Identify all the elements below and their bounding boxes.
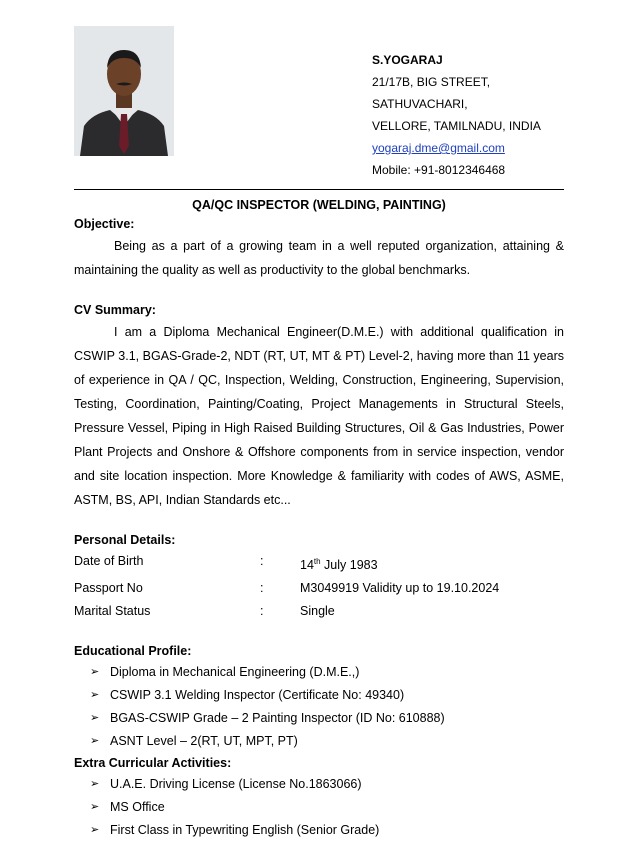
arrow-bullet-icon: ➢ [90, 666, 100, 679]
detail-value: Single [300, 604, 335, 619]
objective-heading: Objective: [74, 217, 135, 231]
list-item: ➢ ASNT Level – 2(RT, UT, MPT, PT) [90, 730, 564, 753]
detail-separator: : [260, 581, 264, 596]
education-list [74, 661, 564, 753]
header-divider [74, 189, 564, 190]
arrow-bullet-icon: ➢ [90, 824, 100, 837]
arrow-bullet-icon: ➢ [90, 712, 100, 725]
mobile-number: Mobile: +91-8012346468 [372, 163, 506, 177]
candidate-name: S.YOGARAJ [372, 53, 443, 67]
detail-label: Marital Status [74, 604, 151, 619]
position-title: QA/QC INSPECTOR (WELDING, PAINTING) [192, 198, 446, 212]
extra-curricular-list [74, 773, 564, 842]
address-line-1: 21/17B, BIG STREET, [372, 75, 491, 89]
resume-body [74, 214, 564, 842]
detail-label: Passport No [74, 581, 143, 596]
detail-row-passport [74, 577, 564, 600]
detail-row-dob [74, 550, 564, 577]
detail-label: Date of Birth [74, 554, 144, 568]
detail-separator: : [260, 604, 264, 619]
contact-block [372, 49, 541, 181]
education-heading: Educational Profile: [74, 644, 192, 659]
address-line-2: SATHUVACHARI, [372, 97, 468, 111]
list-item: ➢ Diploma in Mechanical Engineering (D.M.E.,) [90, 661, 564, 684]
list-item: ➢ BGAS-CSWIP Grade – 2 Painting Inspector (ID No: 610888) [90, 707, 564, 730]
personal-details-table [74, 550, 564, 623]
personal-details-heading: Personal Details: [74, 533, 176, 547]
list-item: ➢ CSWIP 3.1 Welding Inspector (Certificate No: 49340) [90, 684, 564, 707]
arrow-bullet-icon: ➢ [90, 735, 100, 748]
summary-heading: CV Summary: [74, 303, 156, 317]
detail-row-marital [74, 600, 564, 623]
extra-curricular-heading: Extra Curricular Activities: [74, 756, 232, 771]
email-link[interactable]: yogaraj.dme@gmail.com [372, 141, 505, 155]
objective-text: Being as a part of a growing team in a well reputed organization, attaining & maintaining the quality as well as productivity to the global benchmarks. [74, 239, 564, 277]
detail-separator: : [260, 554, 264, 568]
arrow-bullet-icon: ➢ [90, 778, 100, 791]
profile-photo [74, 26, 174, 156]
list-item: ➢ MS Office [90, 796, 564, 819]
list-item: ➢ U.A.E. Driving License (License No.1863066) [90, 773, 564, 796]
detail-value: 14th July 1983 [300, 557, 378, 573]
arrow-bullet-icon: ➢ [90, 689, 100, 702]
list-item: ➢ First Class in Typewriting English (Senior Grade) [90, 819, 564, 842]
summary-text: I am a Diploma Mechanical Engineer(D.M.E.) with additional qualification in CSWIP 3.1, BGAS-Grade-2, NDT (RT, UT, MT & PT) Level-2, having more than 11 years of experience in QA / QC, Inspection, Welding, Construction, Engineering, Supervision, Testing, Coordination, Painting/Coating, Project Managements in Structural Steels, Pressure Vessel, Piping in High Raised Building Structures, Oil & Gas Industries, Power Plant Projects and Onshore & Offshore components from in service inspection, vendor and site location inspection. More Knowledge & familiarity with codes of AWS, ASME, ASTM, BS, API, Indian Standards etc... [74, 325, 564, 507]
address-line-3: VELLORE, TAMILNADU, INDIA [372, 119, 541, 133]
arrow-bullet-icon: ➢ [90, 801, 100, 814]
detail-value: M3049919 Validity up to 19.10.2024 [300, 581, 500, 596]
